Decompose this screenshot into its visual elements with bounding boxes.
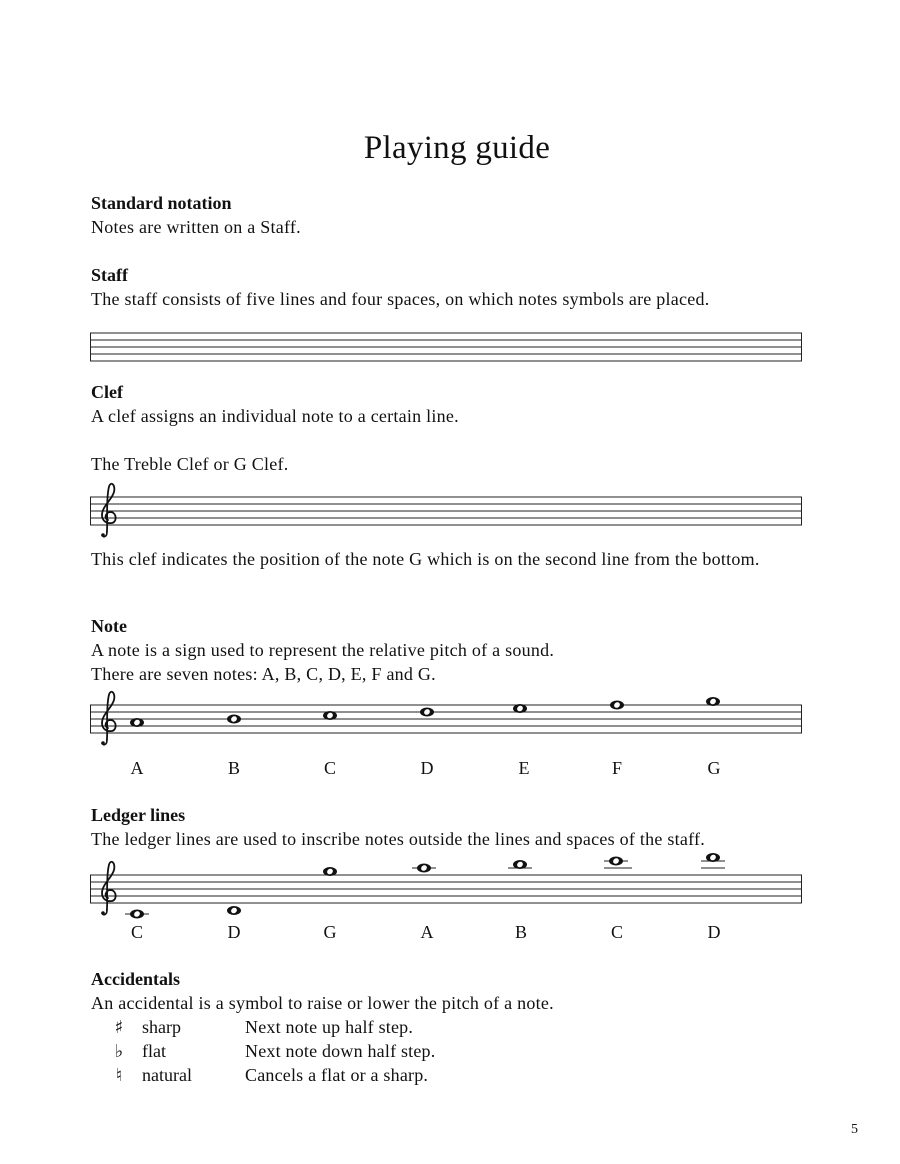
treble-clef-icon [101, 862, 115, 915]
whole-note-high-d [706, 853, 720, 862]
whole-note-d [420, 708, 434, 717]
clef-text: A clef assigns an individual note to a certain line. [91, 406, 459, 426]
ledger-label: A [420, 922, 434, 942]
clef-subheading: The Treble Clef or G Clef. [91, 454, 289, 474]
ledger-label: D [227, 922, 241, 942]
accidental-name: natural [142, 1065, 192, 1085]
treble-clef-icon [101, 692, 115, 745]
ledger-staff [90, 860, 804, 922]
whole-note-f [610, 701, 624, 710]
clef-description: This clef indicates the position of the note G which is on the second line from the bottom. [91, 549, 760, 569]
note-label: E [518, 758, 530, 778]
ledger-label: G [323, 922, 337, 942]
note-label: D [420, 758, 434, 778]
treble-clef-icon [101, 484, 115, 537]
notes-staff [90, 690, 804, 752]
whole-note-high-b [513, 860, 527, 869]
sharp-icon: ♯ [114, 1017, 124, 1038]
note-label: B [227, 758, 240, 778]
whole-note-b [227, 715, 241, 724]
whole-note-low-c [130, 910, 144, 919]
accidental-description: Next note down half step. [245, 1041, 436, 1061]
flat-icon: ♭ [114, 1041, 124, 1062]
whole-note-high-a [417, 864, 431, 873]
ledger-heading: Ledger lines [91, 805, 186, 825]
note-label: G [707, 758, 721, 778]
ledger-label: C [130, 922, 143, 942]
page-title: Playing guide [363, 130, 551, 166]
whole-note-high-g [323, 867, 337, 876]
whole-note-a [130, 718, 144, 727]
whole-note-g [706, 697, 720, 706]
whole-note-high-c [609, 857, 623, 866]
accidental-name: flat [142, 1041, 166, 1061]
ledger-label: D [707, 922, 721, 942]
note-heading: Note [91, 616, 127, 636]
accidentals-heading: Accidentals [91, 969, 180, 989]
note-text-2: There are seven notes: A, B, C, D, E, F and G. [91, 664, 436, 684]
ledger-text: The ledger lines are used to inscribe notes outside the lines and spaces of the staff. [91, 829, 705, 849]
whole-note-low-d [227, 906, 241, 915]
ledger-label: B [514, 922, 527, 942]
accidental-name: sharp [142, 1017, 181, 1037]
note-text-1: A note is a sign used to represent the relative pitch of a sound. [91, 640, 555, 660]
ledger-label: C [610, 922, 623, 942]
standard-notation-heading: Standard notation [91, 193, 232, 213]
whole-note-e [513, 704, 527, 713]
whole-note-c [323, 711, 337, 720]
empty-staff [90, 332, 804, 364]
staff-heading: Staff [91, 265, 128, 285]
note-label: A [130, 758, 144, 778]
standard-notation-text: Notes are written on a Staff. [91, 217, 301, 237]
accidental-description: Cancels a flat or a sharp. [245, 1065, 429, 1085]
note-label: C [323, 758, 336, 778]
treble-clef-staff [90, 482, 804, 544]
clef-heading: Clef [91, 382, 123, 402]
accidental-description: Next note up half step. [245, 1017, 414, 1037]
staff-text: The staff consists of five lines and four spaces, on which notes symbols are placed. [91, 289, 710, 309]
note-label: F [611, 758, 622, 778]
accidentals-text: An accidental is a symbol to raise or lower the pitch of a note. [91, 993, 554, 1013]
page-number: 5 [851, 1122, 858, 1137]
natural-icon: ♮ [115, 1065, 123, 1086]
